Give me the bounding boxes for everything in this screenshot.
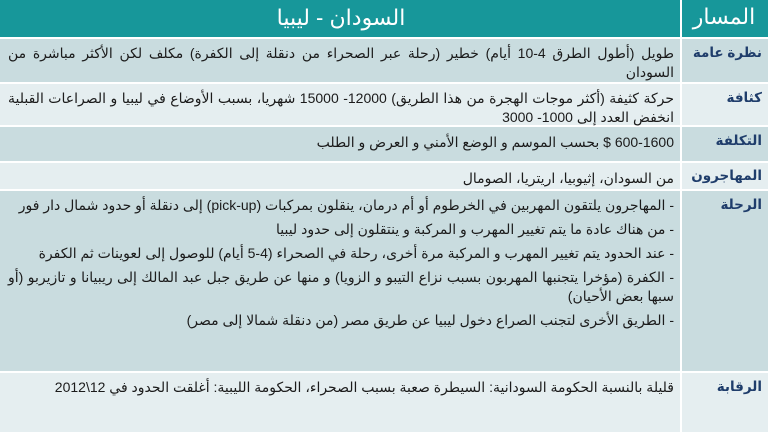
header-route-label: المسار: [680, 0, 768, 37]
row-control: [0, 373, 768, 432]
journey-list: [0, 191, 680, 371]
row-label: التكلفة: [680, 127, 768, 161]
row-label: نظرة عامة: [680, 39, 768, 82]
row-cost: [0, 127, 768, 161]
row-label: الرقابة: [680, 373, 768, 432]
row-text: من السودان، إثيوبيا، اريتريا، الصومال: [462, 170, 674, 186]
row-density: [0, 84, 768, 125]
row-label: المهاجرون: [680, 163, 768, 189]
row-text: 600-1600 $ بحسب الموسم و الوضع الأمني و العرض و الطلب: [316, 134, 674, 150]
journey-item: - المهاجرون يلتقون المهربين في الخرطوم أو أم درمان، ينقلون بمركبات (pick-up) إلى دنقلة أو حدود شمال دار فور: [18, 197, 674, 213]
row-text: طويل (أطول الطرق 4-10 أيام) خطير (رحلة عبر الصحراء من دنقلة إلى الكفرة) مكلف لكن الأكثر مباشرة من السودان: [8, 45, 674, 80]
journey-item: - الكفرة (مؤخرا يتجنبها المهربون بسبب نزاع التيبو و الزويا) و منها عن طريق جبل عبد المالك إلى ريبيانا و تازيربو (أو سبها بعض الأحيان): [8, 269, 674, 304]
row-text: قليلة بالنسبة الحكومة السودانية: السيطرة صعبة بسبب الصحراء، الحكومة الليبية: أغلقت الحدود في 12\2012: [54, 379, 674, 395]
row-overview: [0, 39, 768, 82]
row-label: كثافة: [680, 84, 768, 125]
row-text: حركة كثيفة (أكثر موجات الهجرة من هذا الطريق) 12000- 15000 شهريا، بسبب الأوضاع في ليبيا و الصراعات القبلية انخفض العدد إلى 1000- 3000: [8, 90, 674, 125]
table-header: [0, 0, 768, 37]
journey-item: - الطريق الأخرى لتجنب الصراع دخول ليبيا عن طريق مصر (من دنقلة شمالا إلى مصر): [186, 312, 674, 328]
journey-item: - من هناك عادة ما يتم تغيير المهرب و المركبة و ينتقلون إلى حدود ليبيا: [275, 221, 674, 237]
row-migrants: [0, 163, 768, 189]
row-journey: [0, 191, 768, 371]
header-route-title: السودان - ليبيا: [276, 5, 406, 30]
journey-item: - عند الحدود يتم تغيير المهرب و المركبة مرة أخرى، رحلة في الصحراء (4-5 أيام) للوصول إلى لعوينات ثم الكفرة: [38, 245, 674, 261]
row-label: الرحلة: [680, 191, 768, 371]
